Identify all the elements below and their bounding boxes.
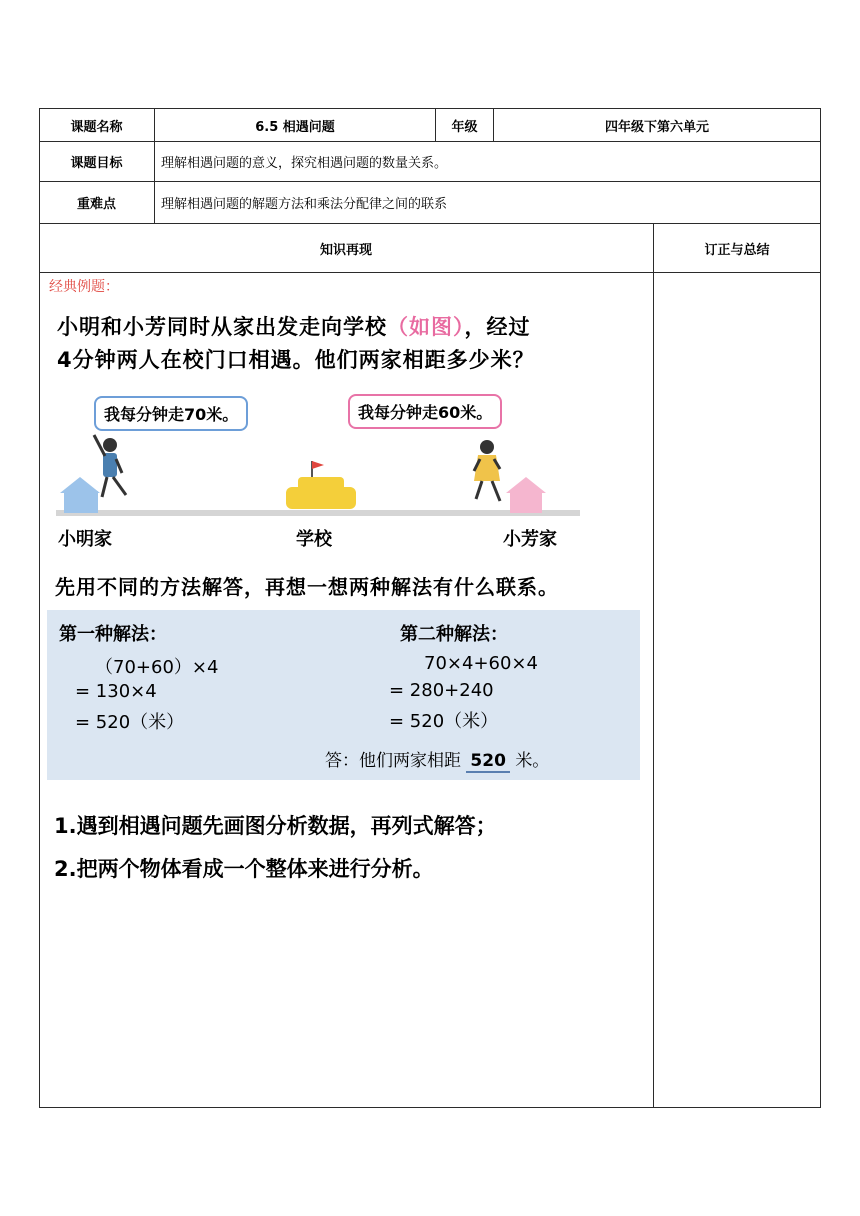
goal-value: 理解相遇问题的意义，探究相遇问题的数量关系。 bbox=[161, 156, 448, 171]
key-label: 重难点 bbox=[76, 197, 116, 212]
col-divider bbox=[653, 223, 654, 1108]
problem-text-end: ，经过 bbox=[464, 315, 531, 339]
topic-value: 6.5 相遇问题 bbox=[255, 119, 335, 135]
method2-title: 第二种解法： bbox=[400, 624, 508, 645]
summary-point: 1.遇到相遇问题先画图分析数据，再列式解答； bbox=[54, 814, 497, 838]
scene-illustration bbox=[50, 425, 590, 525]
knowledge-header: 知识再现 bbox=[319, 242, 372, 258]
xiaoming-house-icon bbox=[60, 477, 100, 513]
key-value: 理解相遇问题的解题方法和乘法分配律之间的联系 bbox=[161, 197, 448, 212]
problem-hint: （如图） bbox=[387, 315, 465, 339]
solutions-panel bbox=[47, 610, 640, 780]
method2-line: = 520（米） bbox=[389, 711, 499, 732]
method2-line: 70×4+60×4 bbox=[424, 653, 538, 674]
xiaofang-house-icon bbox=[506, 477, 546, 513]
speech-bubble-xiaofang: 我每分钟走60米。 bbox=[348, 394, 502, 429]
correction-header: 订正与总结 bbox=[704, 242, 770, 258]
grade-value: 四年级下第六单元 bbox=[604, 119, 709, 135]
row-divider bbox=[39, 272, 821, 273]
xiaoming-figure-icon bbox=[94, 435, 126, 497]
road bbox=[56, 510, 580, 516]
place-xiaoming-home: 小明家 bbox=[58, 529, 112, 550]
answer-line bbox=[325, 746, 549, 773]
school-icon bbox=[286, 461, 356, 509]
topic-label: 课题名称 bbox=[70, 119, 123, 135]
method1-title: 第一种解法： bbox=[59, 624, 167, 645]
answer-suffix: 米。 bbox=[515, 751, 550, 771]
goal-label: 课题目标 bbox=[70, 156, 123, 171]
problem-line-1 bbox=[57, 311, 531, 341]
table-border-right bbox=[820, 108, 821, 1108]
lesson-table bbox=[39, 108, 821, 1108]
instruction-text: 先用不同的方法解答，再想一想两种解法有什么联系。 bbox=[55, 575, 559, 599]
speech-bubble-xiaoming: 我每分钟走70米。 bbox=[94, 396, 248, 431]
problem-text: 小明和小芳同时从家出发走向学校 bbox=[57, 315, 387, 339]
method1-line: = 130×4 bbox=[75, 681, 157, 702]
answer-value: 520 bbox=[466, 751, 510, 773]
summary-point: 2.把两个物体看成一个整体来进行分析。 bbox=[54, 857, 434, 881]
method1-line: = 520（米） bbox=[75, 712, 185, 733]
table-border-bottom bbox=[39, 1107, 821, 1108]
place-xiaofang-home: 小芳家 bbox=[503, 529, 557, 550]
method1-line: （70+60）×4 bbox=[95, 657, 219, 678]
answer-prefix: 答：他们两家相距 bbox=[325, 751, 461, 771]
grade-label: 年级 bbox=[451, 119, 478, 135]
xiaofang-figure-icon bbox=[474, 440, 500, 501]
example-tag: 经典例题： bbox=[49, 279, 119, 295]
problem-line-2: 4分钟两人在校门口相遇。他们两家相距多少米？ bbox=[57, 348, 535, 372]
method2-line: = 280+240 bbox=[389, 680, 494, 701]
place-school: 学校 bbox=[296, 529, 332, 550]
